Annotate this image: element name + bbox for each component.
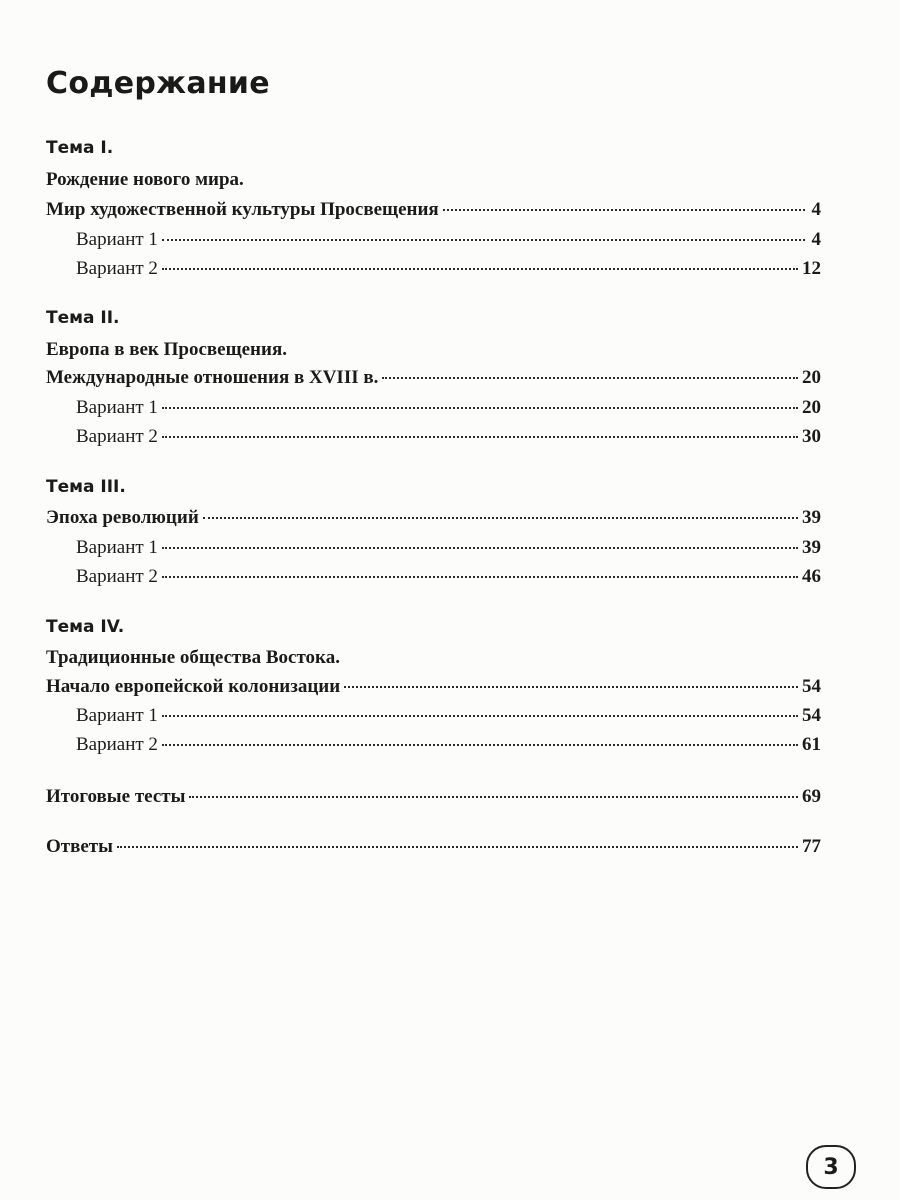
- dot-leader: [443, 209, 805, 211]
- dot-leader: [162, 436, 798, 438]
- toc-entry-page: 30: [802, 426, 821, 447]
- toc-entry-page: 39: [802, 507, 821, 528]
- toc-entry[interactable]: [76, 397, 821, 419]
- topic-2-heading: Европа в век Просвещения.: [46, 339, 287, 360]
- toc-entry[interactable]: [76, 258, 821, 280]
- toc-entry[interactable]: [46, 199, 821, 221]
- toc-entry-label: Эпоха революций: [46, 507, 199, 528]
- toc-entry-label: Вариант 1: [76, 537, 158, 558]
- toc-entry-page: 12: [802, 258, 821, 279]
- toc-entry-page: 61: [802, 734, 821, 755]
- toc-entry-page: 4: [811, 229, 821, 250]
- dot-leader: [162, 239, 805, 241]
- topic-1-label: Тема I.: [46, 138, 114, 158]
- dot-leader: [162, 407, 798, 409]
- toc-entry[interactable]: [46, 367, 821, 389]
- toc-entry-page: 54: [802, 676, 821, 697]
- toc-entry-final-tests[interactable]: [46, 786, 821, 808]
- dot-leader: [162, 268, 798, 270]
- toc-entry[interactable]: [76, 426, 821, 448]
- topic-4-label: Тема IV.: [46, 617, 125, 637]
- dot-leader: [189, 796, 798, 798]
- toc-entry-label: Мир художественной культуры Просвещения: [46, 199, 439, 220]
- toc-entry[interactable]: [76, 705, 821, 727]
- toc-entry-label: Вариант 1: [76, 229, 158, 250]
- toc-entry[interactable]: [76, 566, 821, 588]
- toc-entry[interactable]: [76, 734, 821, 756]
- toc-entry[interactable]: [46, 676, 821, 698]
- toc-entry-answers[interactable]: [46, 836, 821, 858]
- topic-3-label: Тема III.: [46, 477, 126, 497]
- page-number-badge: 3: [806, 1145, 856, 1189]
- dot-leader: [117, 846, 798, 848]
- dot-leader: [203, 517, 798, 519]
- toc-entry-label: Ответы: [46, 836, 113, 857]
- topic-2-label: Тема II.: [46, 308, 120, 328]
- dot-leader: [162, 715, 798, 717]
- toc-entry-page: 46: [802, 566, 821, 587]
- toc-entry-page: 54: [802, 705, 821, 726]
- toc-entry-label: Вариант 1: [76, 397, 158, 418]
- topic-4-heading: Традиционные общества Востока.: [46, 647, 340, 668]
- toc-entry-page: 39: [802, 537, 821, 558]
- toc-entry-label: Итоговые тесты: [46, 786, 186, 807]
- toc-entry-label: Международные отношения в XVIII в.: [46, 367, 379, 388]
- toc-entry-page: 4: [811, 199, 821, 220]
- toc-entry-page: 77: [802, 836, 821, 857]
- toc-entry-label: Вариант 2: [76, 426, 158, 447]
- dot-leader: [162, 744, 798, 746]
- toc-entry[interactable]: [76, 537, 821, 559]
- page-title: Содержание: [46, 66, 270, 101]
- toc-entry[interactable]: [46, 507, 821, 529]
- toc-entry[interactable]: [76, 229, 821, 251]
- toc-entry-label: Начало европейской колонизации: [46, 676, 341, 697]
- dot-leader: [162, 547, 798, 549]
- toc-entry-label: Вариант 2: [76, 258, 158, 279]
- toc-entry-page: 20: [802, 397, 821, 418]
- toc-entry-label: Вариант 2: [76, 566, 158, 587]
- toc-entry-page: 20: [802, 367, 821, 388]
- topic-1-heading: Рождение нового мира.: [46, 169, 244, 190]
- dot-leader: [344, 686, 798, 688]
- toc-entry-label: Вариант 1: [76, 705, 158, 726]
- dot-leader: [382, 377, 798, 379]
- dot-leader: [162, 576, 798, 578]
- toc-entry-page: 69: [802, 786, 821, 807]
- toc-entry-label: Вариант 2: [76, 734, 158, 755]
